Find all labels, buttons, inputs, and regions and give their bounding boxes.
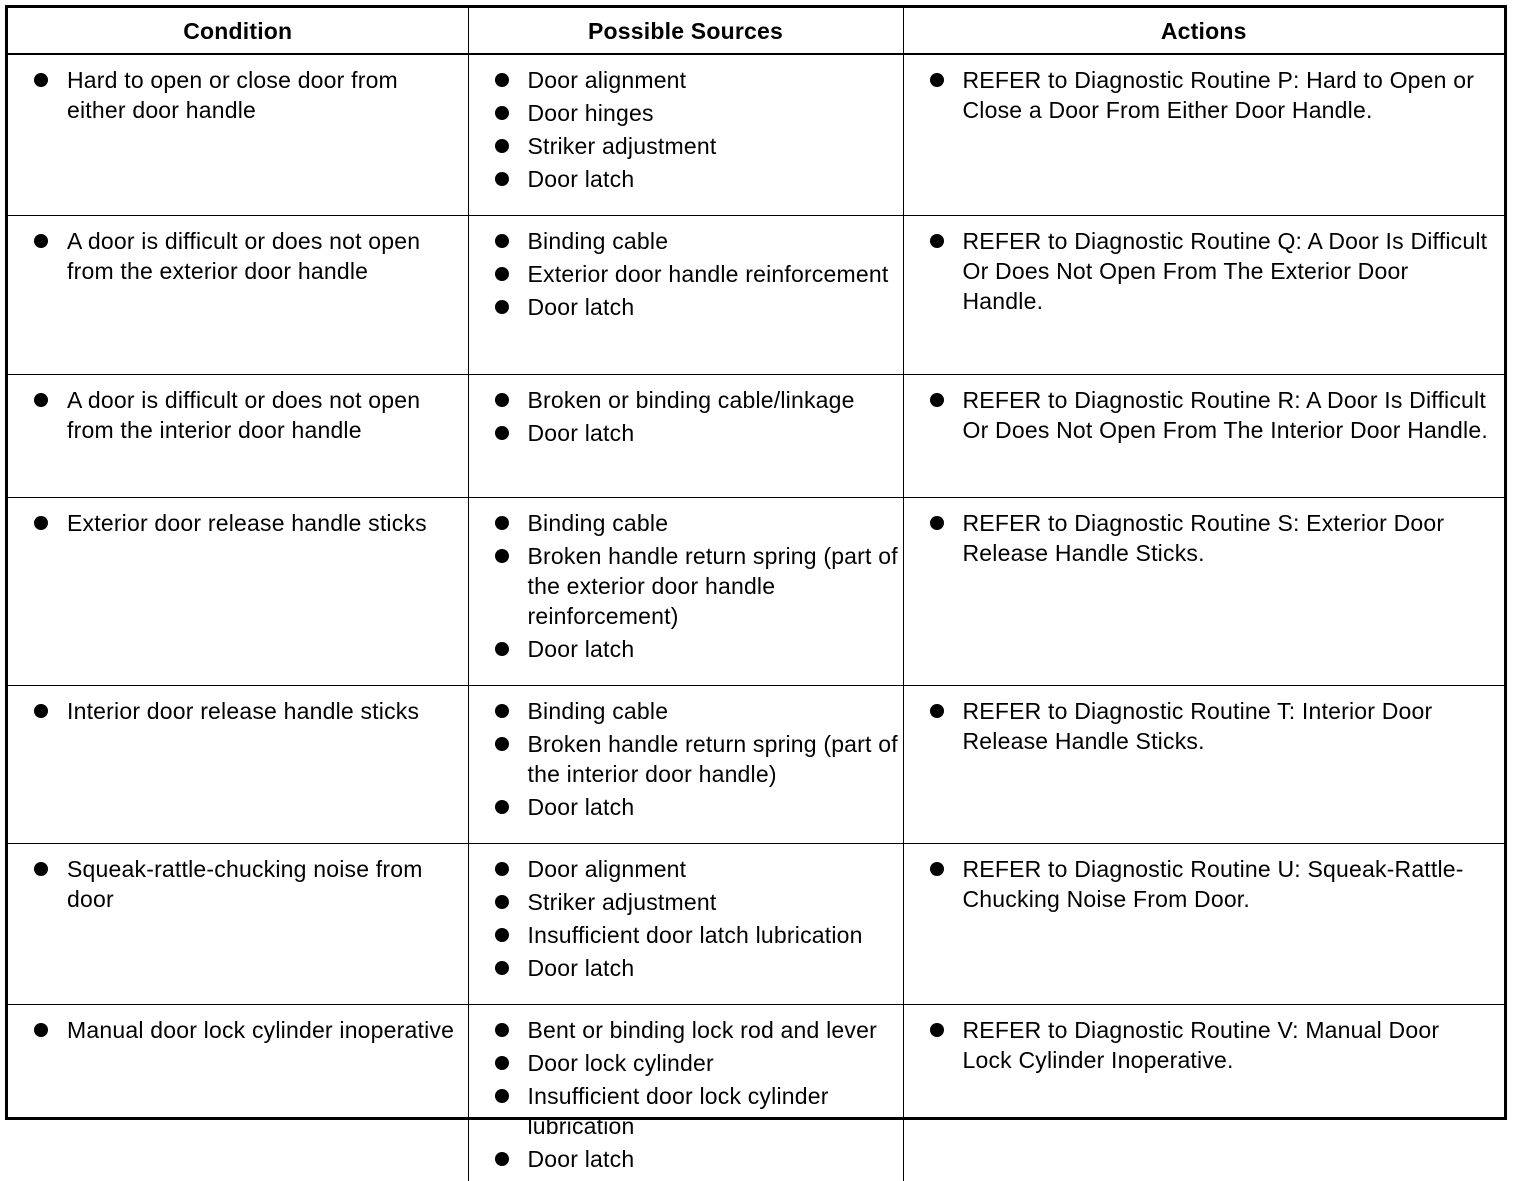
action-cell (903, 1005, 1504, 1181)
condition-text: A door is difficult or does not open from the exterior door handle (67, 228, 420, 284)
action-cell (903, 375, 1504, 498)
list-item (491, 1048, 899, 1078)
bullet-icon (34, 393, 48, 407)
bullet-icon (495, 704, 509, 718)
bullet-icon (930, 234, 944, 248)
source-text: Exterior door handle reinforcement (528, 261, 889, 287)
sources-cell (468, 375, 903, 498)
bullet-icon (34, 73, 48, 87)
bullet-icon (495, 393, 509, 407)
source-text: Door latch (528, 1146, 635, 1172)
condition-text: Manual door lock cylinder inoperative (67, 1017, 454, 1043)
list-item (491, 508, 899, 538)
source-text: Door latch (528, 166, 635, 192)
sources-cell (468, 686, 903, 844)
bullet-icon (495, 106, 509, 120)
bullet-icon (495, 1056, 509, 1070)
bullet-icon (930, 704, 944, 718)
list-item (491, 541, 899, 631)
condition-cell (8, 54, 468, 216)
table-header-row (8, 8, 1504, 54)
bullet-icon (495, 139, 509, 153)
action-text: REFER to Diagnostic Routine V: Manual Door Lock Cylinder Inoperative. (963, 1017, 1440, 1073)
symptom-chart-table (8, 8, 1504, 1181)
list-item (491, 887, 899, 917)
action-text: REFER to Diagnostic Routine U: Squeak-Rattle-Chucking Noise From Door. (963, 856, 1464, 912)
table-row (8, 844, 1504, 1005)
condition-cell (8, 686, 468, 844)
condition-cell (8, 216, 468, 375)
list-item (926, 226, 1493, 316)
condition-cell (8, 498, 468, 686)
list-item (30, 226, 462, 286)
bullet-icon (495, 172, 509, 186)
list-item (491, 634, 899, 664)
source-text: Binding cable (528, 228, 669, 254)
list-item (491, 953, 899, 983)
list-item (491, 131, 899, 161)
action-cell (903, 844, 1504, 1005)
list-item (30, 385, 462, 445)
list-item (491, 259, 899, 289)
header-possible-sources: Possible Sources (468, 8, 903, 54)
condition-text: Interior door release handle sticks (67, 698, 419, 724)
sources-cell (468, 844, 903, 1005)
action-cell (903, 54, 1504, 216)
bullet-icon (495, 73, 509, 87)
action-text: REFER to Diagnostic Routine R: A Door Is Difficult Or Does Not Open From The Interior Door Handle. (963, 387, 1488, 443)
source-text: Broken or binding cable/linkage (528, 387, 855, 413)
source-text: Door latch (528, 794, 635, 820)
action-text: REFER to Diagnostic Routine S: Exterior Door Release Handle Sticks. (963, 510, 1445, 566)
table-row (8, 375, 1504, 498)
source-text: Striker adjustment (528, 889, 717, 915)
bullet-icon (495, 895, 509, 909)
action-cell (903, 216, 1504, 375)
bullet-icon (495, 426, 509, 440)
list-item (491, 164, 899, 194)
source-text: Door latch (528, 636, 635, 662)
source-text: Door latch (528, 955, 635, 981)
list-item (491, 1081, 899, 1141)
source-text: Bent or binding lock rod and lever (528, 1017, 877, 1043)
header-actions: Actions (903, 8, 1504, 54)
action-cell (903, 686, 1504, 844)
condition-text: Hard to open or close door from either door handle (67, 67, 398, 123)
list-item (491, 292, 899, 322)
source-text: Broken handle return spring (part of the interior door handle) (528, 731, 898, 787)
list-item (926, 854, 1493, 914)
bullet-icon (495, 516, 509, 530)
table-row (8, 498, 1504, 686)
source-text: Broken handle return spring (part of the exterior door handle reinforcement) (528, 543, 898, 629)
source-text: Striker adjustment (528, 133, 717, 159)
bullet-icon (495, 300, 509, 314)
action-text: REFER to Diagnostic Routine Q: A Door Is Difficult Or Does Not Open From The Exterior Door Handle. (963, 228, 1488, 314)
bullet-icon (34, 704, 48, 718)
bullet-icon (495, 1152, 509, 1166)
source-text: Door alignment (528, 67, 687, 93)
list-item (30, 508, 462, 538)
bullet-icon (495, 549, 509, 563)
condition-cell (8, 844, 468, 1005)
action-text: REFER to Diagnostic Routine T: Interior Door Release Handle Sticks. (963, 698, 1433, 754)
source-text: Door latch (528, 294, 635, 320)
condition-text: Exterior door release handle sticks (67, 510, 427, 536)
list-item (926, 385, 1493, 445)
bullet-icon (495, 862, 509, 876)
sources-cell (468, 498, 903, 686)
bullet-icon (495, 928, 509, 942)
bullet-icon (34, 862, 48, 876)
condition-cell (8, 375, 468, 498)
list-item (926, 508, 1493, 568)
list-item (491, 226, 899, 256)
bullet-icon (930, 1023, 944, 1037)
condition-text: A door is difficult or does not open from the interior door handle (67, 387, 420, 443)
list-item (926, 696, 1493, 756)
list-item (926, 1015, 1493, 1075)
bullet-icon (930, 393, 944, 407)
list-item (491, 1144, 899, 1174)
list-item (491, 1015, 899, 1045)
table-row (8, 54, 1504, 216)
list-item (491, 920, 899, 950)
bullet-icon (495, 267, 509, 281)
condition-text: Squeak-rattle-chucking noise from door (67, 856, 423, 912)
bullet-icon (495, 737, 509, 751)
list-item (491, 696, 899, 726)
source-text: Door lock cylinder (528, 1050, 714, 1076)
sources-cell (468, 216, 903, 375)
source-text: Door hinges (528, 100, 654, 126)
source-text: Insufficient door latch lubrication (528, 922, 863, 948)
table-row (8, 1005, 1504, 1181)
bullet-icon (495, 961, 509, 975)
bullet-icon (34, 1023, 48, 1037)
source-text: Binding cable (528, 510, 669, 536)
list-item (30, 854, 462, 914)
list-item (30, 1015, 462, 1045)
list-item (30, 696, 462, 726)
sources-cell (468, 54, 903, 216)
bullet-icon (495, 1023, 509, 1037)
diagnostic-table-frame (5, 5, 1507, 1120)
bullet-icon (495, 1089, 509, 1103)
source-text: Door latch (528, 420, 635, 446)
list-item (491, 792, 899, 822)
list-item (491, 418, 899, 448)
table-row (8, 216, 1504, 375)
bullet-icon (34, 234, 48, 248)
bullet-icon (495, 234, 509, 248)
sources-cell (468, 1005, 903, 1181)
bullet-icon (495, 642, 509, 656)
bullet-icon (495, 800, 509, 814)
bullet-icon (930, 862, 944, 876)
condition-cell (8, 1005, 468, 1181)
list-item (491, 65, 899, 95)
list-item (926, 65, 1493, 125)
list-item (491, 854, 899, 884)
action-cell (903, 498, 1504, 686)
table-row (8, 686, 1504, 844)
action-text: REFER to Diagnostic Routine P: Hard to Open or Close a Door From Either Door Handle. (963, 67, 1475, 123)
bullet-icon (930, 516, 944, 530)
list-item (491, 385, 899, 415)
list-item (491, 98, 899, 128)
list-item (30, 65, 462, 125)
source-text: Door alignment (528, 856, 687, 882)
source-text: Binding cable (528, 698, 669, 724)
bullet-icon (930, 73, 944, 87)
bullet-icon (34, 516, 48, 530)
list-item (491, 729, 899, 789)
header-condition: Condition (8, 8, 468, 54)
source-text: Insufficient door lock cylinder lubrication (528, 1083, 829, 1139)
